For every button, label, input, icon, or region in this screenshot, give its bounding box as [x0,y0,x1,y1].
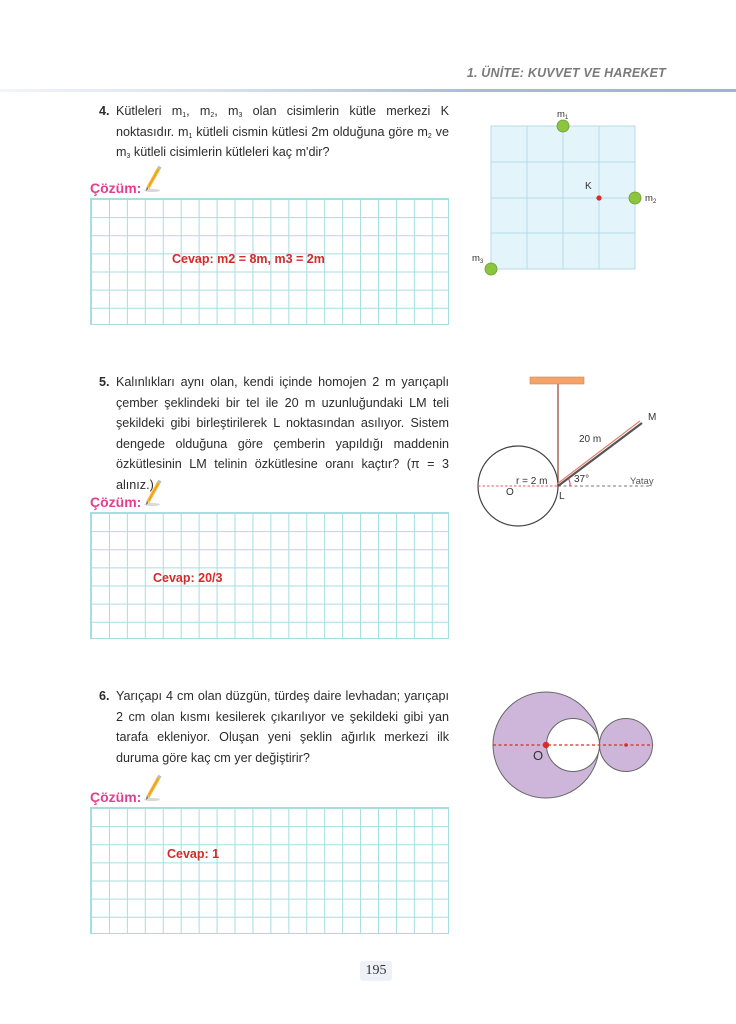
figure-hanging-ring-and-rod [470,370,670,530]
svg-text:2: 2 [653,199,657,205]
question-number: 6. [99,689,110,703]
svg-text:M: M [648,412,657,423]
question-6: 6. Yarıçapı 4 cm olan düzgün, türdeş daire levhadan; yarıçapı 2 cm olan kısmı kesilerek çıkarılıyor ve şekildeki gibi yan tarafa ekleniyor. Oluşan yeni şeklin ağırlık merkezi ilk duruma göre kaç cm yer değiştirir? [116,686,449,768]
question-number: 5. [99,375,110,389]
figure-center-of-mass-grid [466,106,666,286]
svg-text:37°: 37° [574,474,590,485]
small-center [624,743,628,747]
solution-grid[interactable] [90,198,449,325]
solution-grid[interactable] [90,512,449,639]
solution-label: Çözüm: [90,777,165,805]
answer-text: Cevap: 20/3 [153,571,223,585]
page-number: 195 [360,961,392,981]
question-4: 4. Kütleleri $m_1$, $m_2$, $m_3$ olan cisimlerin kütle merkezi K noktasıdır. $m_1$ kütleli cismin kütlesi 2m olduğuna göre $m_2$ ve $m_3$ kütleli cisimlerin kütleleri kaç m'dir? [116,101,449,163]
solution-grid[interactable] [90,807,449,934]
pencil-icon [143,774,165,805]
svg-text:m: m [472,253,480,264]
svg-text:3: 3 [480,259,484,265]
figure-cut-disc [480,670,670,820]
svg-text:L: L [559,491,565,502]
svg-text:1: 1 [565,115,569,121]
pencil-icon [143,165,165,196]
answer-text: Cevap: 1 [167,847,220,861]
svg-text:m: m [645,193,653,204]
mass-m3 [485,263,497,275]
svg-text:O: O [506,487,514,498]
svg-text:O: O [533,748,544,763]
solution-label: Çözüm: [90,168,165,196]
point-o [543,742,549,748]
answer-text: Cevap: m2 = 8m, m3 = 2m [172,252,325,266]
svg-text:K: K [585,181,592,192]
mass-m2 [629,192,641,204]
point-k [596,195,601,200]
solution-label: Çözüm: [90,482,165,510]
ceiling-bar [530,377,584,384]
svg-text:r = 2 m: r = 2 m [516,476,548,487]
question-number: 4. [99,104,110,118]
pencil-icon [143,479,165,510]
svg-text:Yatay: Yatay [630,476,654,487]
question-5: 5. Kalınlıkları aynı olan, kendi içinde homojen 2 m yarıçaplı çember şeklindeki bir tel ile 20 m uzunluğundaki LM teli şekildeki gibi birleştirilerek L noktasından asılıyor. Sistem dengede olduğuna göre çemberin yapıldığı maddenin özkütlesinin LM telinin özkütlesine oranı kaçtır? (π = 3 alınız.) [116,372,449,495]
svg-text:20 m: 20 m [579,434,602,445]
svg-text:m: m [557,109,565,120]
mass-m1 [557,120,569,132]
header-divider [0,89,736,92]
unit-title: 1. ÜNİTE: KUVVET VE HAREKET [466,66,666,80]
